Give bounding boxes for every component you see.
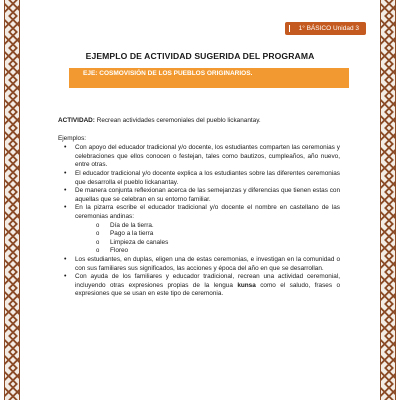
list-item-text: Con ayuda de los familiares y educador tradicional, recrean una actividad ceremonial, incluyendo otras expresiones propias de la lengua	[75, 273, 340, 289]
examples-list	[58, 144, 340, 299]
list-item	[58, 204, 340, 256]
ceremony-item: o Pago a la tierra	[75, 230, 340, 239]
activity-text: Recrean actividades ceremoniales del pueblo lickanantay.	[94, 117, 261, 124]
ceremony-item: o Día de la tierra.	[75, 222, 340, 231]
page-title: EJEMPLO DE ACTIVIDAD SUGERIDA DEL PROGRAMA	[85, 51, 315, 61]
list-item	[58, 273, 340, 299]
list-item: • El educador tradicional y/o docente explica a los estudiantes sobre las diferentes ceremonias que desarrolla el pueblo lickanantay.	[58, 170, 340, 187]
ceremony-item: o Limpieza de canales	[75, 239, 340, 248]
list-item-text: como el saludo, frases o expresiones que se usan en este tipo de ceremonia.	[75, 281, 340, 298]
axis-banner: EJE: COSMOVISIÓN DE LOS PUEBLOS ORIGINARIOS.	[69, 68, 349, 88]
list-item: • De manera conjunta reflexionan acerca de las semejanzas y diferencias que tienen estas con aquellas que se celebran en su entorno familiar.	[58, 187, 340, 204]
list-item: • Con apoyo del educador tradicional y/o docente, los estudiantes comparten las ceremonias y celebraciones que ellos conocen o festejan, tales como bautizos, cumpleaños, año nuevo, entre otras.	[58, 144, 340, 170]
list-item-text: En la pizarra escribe el educador tradicional y/o docente el nombre en castellano de las ceremonias andinas:	[75, 204, 340, 220]
activity-label: ACTIVIDAD:	[58, 117, 95, 124]
list-item: • Los estudiantes, en duplas, eligen una de estas ceremonias, e investigan en la comunidad o con sus familiares sus significados, las acciones y época del año en que se desarrollan.	[58, 256, 340, 273]
ceremony-item: o Floreo	[75, 247, 340, 256]
examples-label: Ejemplos:	[58, 134, 87, 142]
ceremonies-list	[75, 222, 340, 256]
grade-unit-badge: 1° BÁSICO Unidad 3	[285, 22, 366, 35]
activity-line	[58, 117, 340, 126]
kunsa-term: kunsa	[237, 281, 256, 289]
activity-content	[58, 117, 340, 299]
